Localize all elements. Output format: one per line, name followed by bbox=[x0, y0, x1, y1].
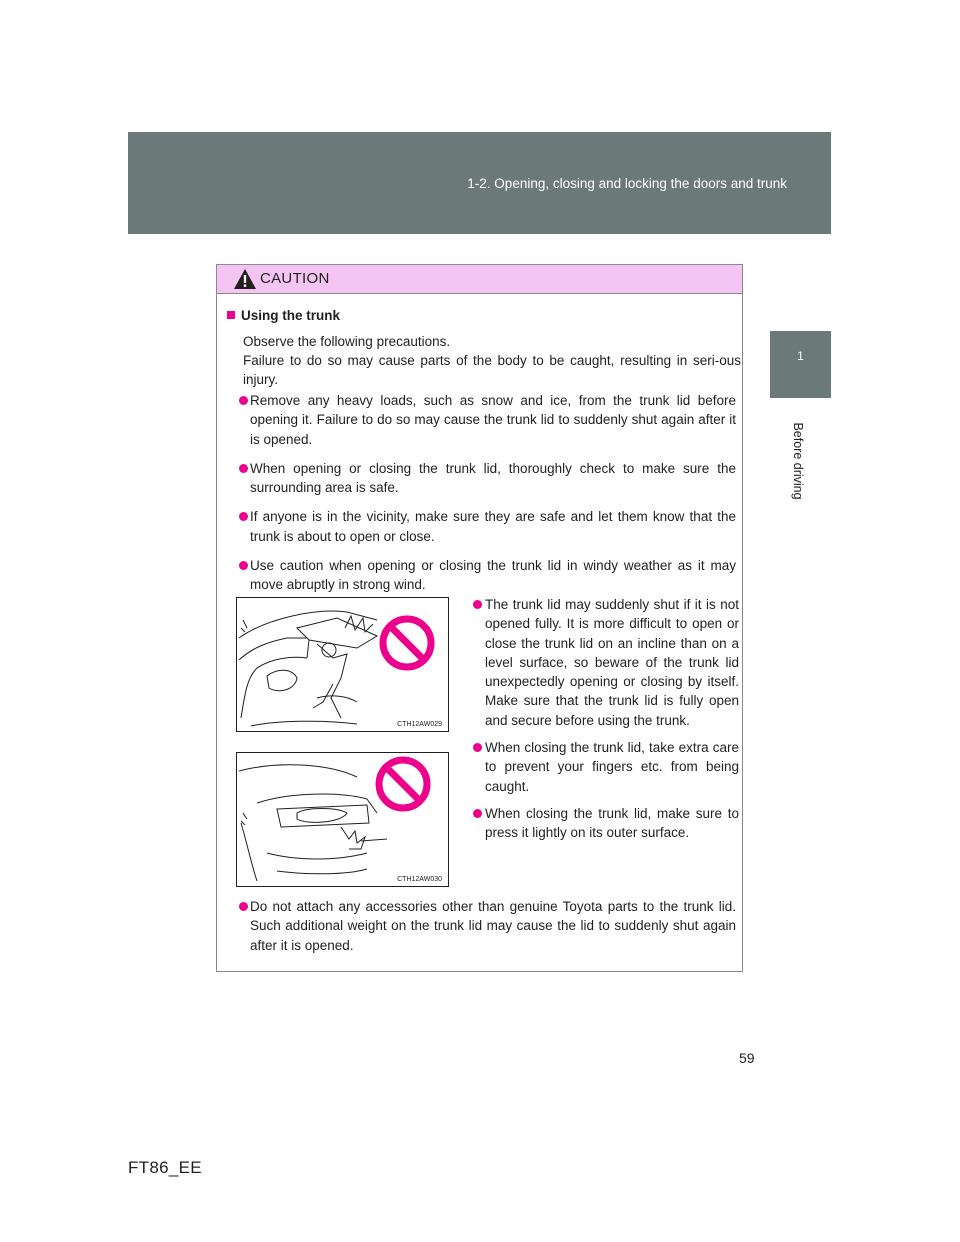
bullet-dot-icon bbox=[239, 561, 248, 570]
illustration-trunk-lid-shut bbox=[236, 597, 449, 732]
list-item bbox=[217, 556, 742, 595]
bullet-dot-icon bbox=[239, 902, 248, 911]
prohibited-icon bbox=[383, 619, 431, 667]
section-heading-text: Using the trunk bbox=[241, 308, 341, 323]
car-rear-closing-trunk-illustration bbox=[237, 753, 449, 887]
list-item-text: Remove any heavy loads, such as snow and ice, from the trunk lid before opening it. Failure to do so may cause the trunk lid to suddenly shut again after it is opened. bbox=[250, 393, 736, 447]
bullet-dot-icon bbox=[473, 743, 482, 752]
bullet-dot-icon bbox=[239, 512, 248, 521]
list-item-text: When closing the trunk lid, take extra care to prevent your fingers etc. from being caught. bbox=[485, 740, 739, 794]
heading-square-icon bbox=[227, 311, 235, 319]
intro-line: Failure to do so may cause parts of the body to be caught, resulting in seri-ous injury. bbox=[243, 353, 741, 387]
intro-line: Observe the following precautions. bbox=[243, 334, 451, 349]
section-header-band bbox=[128, 132, 831, 234]
document-code: FT86_EE bbox=[128, 1158, 202, 1177]
list-item-text: Do not attach any accessories other than genuine Toyota parts to the trunk lid. Such additional weight on the trunk lid may cause the lid to suddenly shut again after it is opened. bbox=[250, 899, 736, 953]
side-precaution-list bbox=[463, 595, 739, 851]
caution-header bbox=[217, 265, 742, 294]
chapter-number: 1 bbox=[797, 349, 804, 363]
list-item-text: When closing the trunk lid, make sure to press it lightly on its outer surface. bbox=[485, 805, 739, 841]
final-precaution-list bbox=[217, 897, 742, 965]
car-rear-open-trunk-illustration bbox=[237, 598, 449, 732]
illustration-fingers-caught bbox=[236, 752, 449, 887]
precaution-list bbox=[217, 391, 742, 605]
list-item bbox=[217, 391, 742, 449]
illustration-code: CTH12AW029 bbox=[397, 721, 442, 728]
section-title: 1-2. Opening, closing and locking the doors and trunk bbox=[467, 176, 787, 191]
list-item bbox=[217, 459, 742, 498]
list-item-text: Use caution when opening or closing the trunk lid in windy weather as it may move abruptly in strong wind. bbox=[250, 558, 736, 593]
chapter-tab bbox=[770, 331, 831, 398]
bullet-dot-icon bbox=[473, 600, 482, 609]
prohibited-icon bbox=[379, 760, 427, 808]
list-item bbox=[217, 507, 742, 546]
warning-triangle-icon bbox=[233, 268, 257, 290]
bullet-dot-icon bbox=[239, 396, 248, 405]
intro-text bbox=[243, 332, 741, 389]
bullet-dot-icon bbox=[473, 809, 482, 818]
chapter-label-container bbox=[776, 416, 820, 536]
caution-title: CAUTION bbox=[260, 270, 330, 287]
list-item bbox=[463, 595, 739, 730]
list-item bbox=[463, 804, 739, 843]
list-item-text: When opening or closing the trunk lid, thoroughly check to make sure the surrounding area is safe. bbox=[250, 460, 736, 496]
list-item bbox=[217, 897, 742, 955]
section-heading bbox=[227, 308, 340, 323]
caution-box bbox=[216, 264, 743, 972]
page-number: 59 bbox=[739, 1050, 755, 1066]
bullet-dot-icon bbox=[239, 464, 248, 473]
list-item-text: If anyone is in the vicinity, make sure they are safe and let them know that the trunk is about to open or close. bbox=[250, 509, 736, 544]
illustration-code: CTH12AW030 bbox=[397, 876, 442, 883]
chapter-label: Before driving bbox=[791, 422, 805, 500]
list-item bbox=[463, 738, 739, 796]
list-item-text: The trunk lid may suddenly shut if it is not opened fully. It is more difficult to open or close the trunk lid on an incline than on a level surface, so beware of the trunk lid unexpectedly opening or closing by itself. Make sure that the trunk lid is fully open and secure before using the trunk. bbox=[485, 597, 739, 728]
